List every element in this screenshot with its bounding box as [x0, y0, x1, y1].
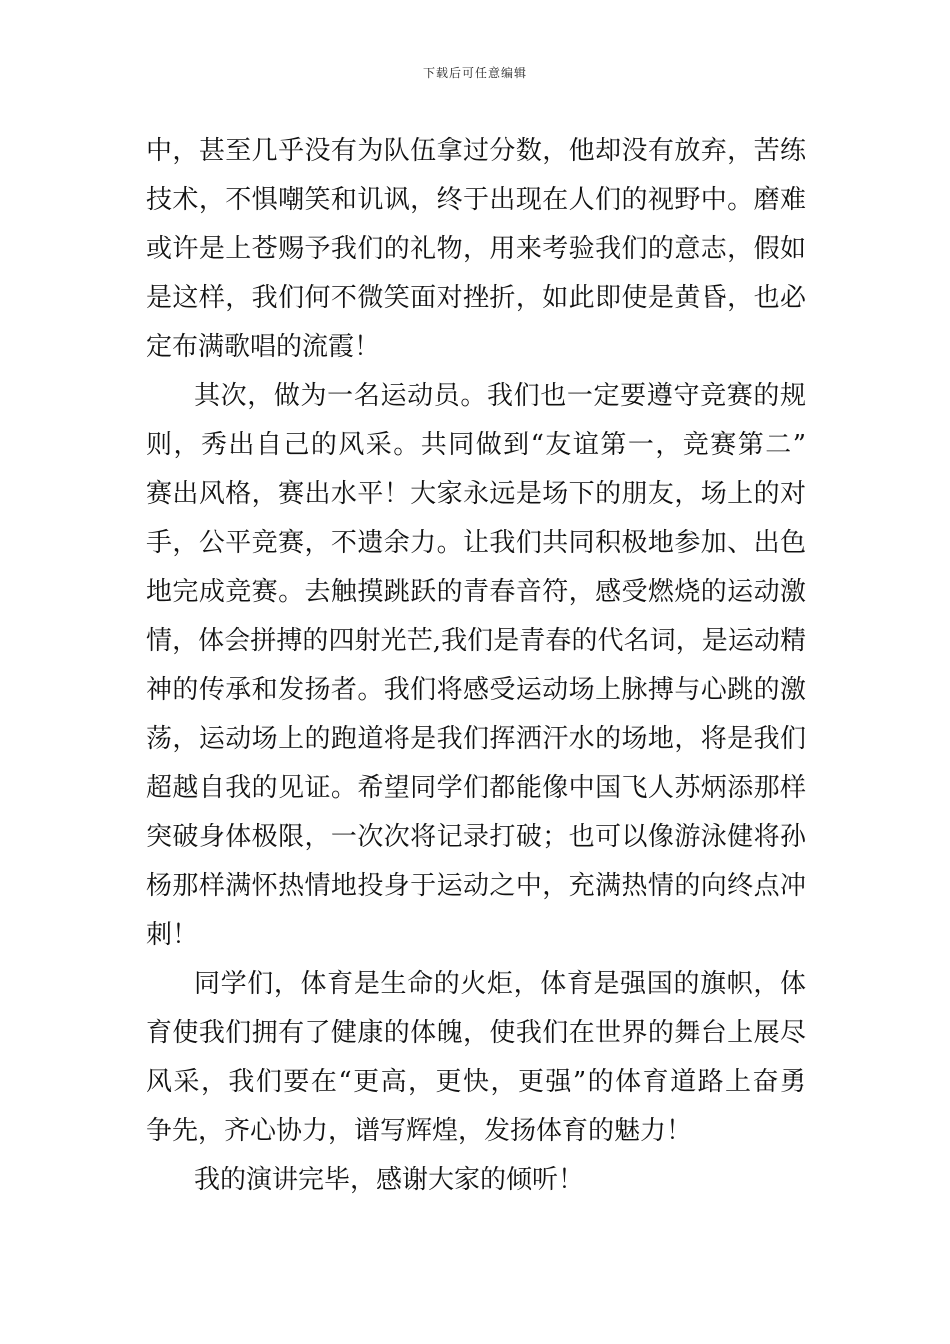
text-line: 地完成竞赛。去触摸跳跃的青春音符，感受燃烧的运动激	[146, 577, 806, 607]
text-line: 神的传承和发扬者。我们将感受运动场上脉搏与心跳的激	[146, 675, 806, 705]
document-body	[146, 127, 806, 1205]
text-line: 突破身体极限，一次次将记录打破；也可以像游泳健将孙	[146, 822, 806, 852]
text-line: 手，公平竞赛，不遗余力。让我们共同积极地参加、出色	[146, 528, 806, 558]
text-line: 其次，做为一名运动员。我们也一定要遵守竞赛的规	[194, 381, 806, 411]
text-line: 超越自我的见证。希望同学们都能像中国飞人苏炳添那样	[146, 773, 806, 803]
text-line: 则，秀出自己的风采。共同做到“友谊第一，竞赛第二”	[146, 430, 806, 460]
text-line: 刺！	[146, 920, 199, 950]
text-line: 争先，齐心协力，谱写辉煌，发扬体育的魅力！	[146, 1116, 693, 1146]
text-line: 杨那样满怀热情地投身于运动之中，充满热情的向终点冲	[146, 871, 806, 901]
text-line: 同学们，体育是生命的火炬，体育是强国的旗帜，体	[194, 969, 806, 999]
text-line: 情，体会拼搏的四射光芒,我们是青春的代名词，是运动精	[146, 626, 806, 656]
text-line: 或许是上苍赐予我们的礼物，用来考验我们的意志，假如	[146, 234, 806, 264]
text-line: 定布满歌唱的流霞！	[146, 332, 381, 362]
text-line: 荡，运动场上的跑道将是我们挥洒汗水的场地，将是我们	[146, 724, 806, 754]
text-line: 风采，我们要在“更高，更快，更强”的体育道路上奋勇	[146, 1067, 806, 1097]
text-line: 是这样，我们何不微笑面对挫折，如此即使是黄昏，也必	[146, 283, 806, 313]
text-line: 赛出风格，赛出水平！大家永远是场下的朋友，场上的对	[146, 479, 806, 509]
text-line: 技术，不惧嘲笑和讥讽，终于出现在人们的视野中。磨难	[146, 185, 806, 215]
page-header: 下载后可任意编辑	[422, 66, 527, 80]
text-line: 育使我们拥有了健康的体魄，使我们在世界的舞台上展尽	[146, 1018, 806, 1048]
text-line: 中，甚至几乎没有为队伍拿过分数，他却没有放弃，苦练	[146, 136, 806, 166]
text-line: 我的演讲完毕，感谢大家的倾听！	[194, 1165, 585, 1195]
